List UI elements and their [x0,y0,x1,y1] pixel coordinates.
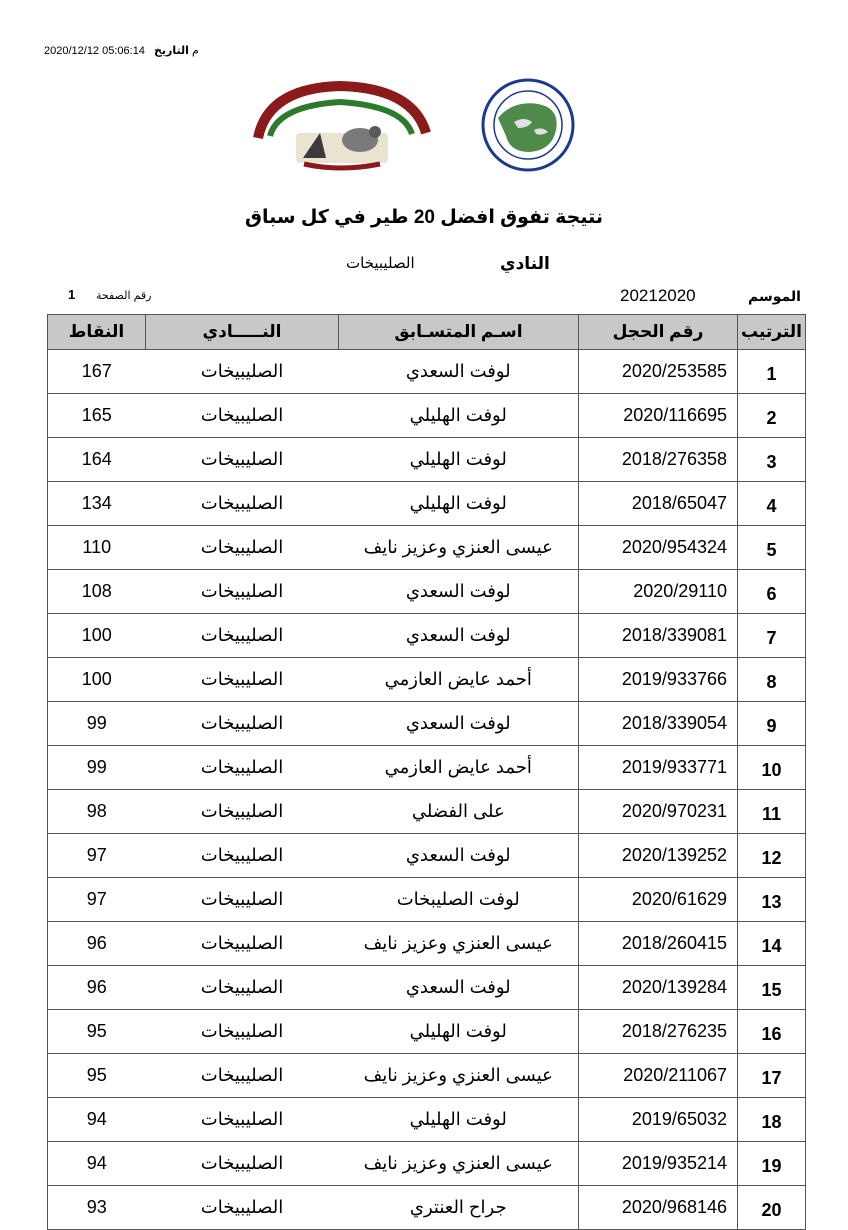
table-body [48,350,806,1230]
row-points: 110 [48,526,146,570]
table-row [48,350,806,394]
row-ring-number: 2018/65047 [579,482,738,526]
table-row [48,746,806,790]
season-label: الموسم [748,288,801,304]
row-points: 165 [48,394,146,438]
row-competitor-name: لوفت الهليلي [339,1098,579,1142]
row-competitor-name: لوفت الهليلي [339,1010,579,1054]
row-points: 95 [48,1010,146,1054]
row-club: الصليبيخات [146,350,339,394]
row-club: الصليبيخات [146,1098,339,1142]
row-rank: 8 [738,658,806,702]
page-number-label: رقم الصفحة [96,290,152,302]
row-club: الصليبيخات [146,482,339,526]
row-points: 93 [48,1186,146,1230]
row-rank: 18 [738,1098,806,1142]
row-competitor-name: لوفت السعدي [339,350,579,394]
row-ring-number: 2020/970231 [579,790,738,834]
row-competitor-name: على الفضلي [339,790,579,834]
table-row [48,834,806,878]
row-club: الصليبيخات [146,1142,339,1186]
row-points: 98 [48,790,146,834]
club-logo [248,78,368,168]
row-club: الصليبيخات [146,878,339,922]
row-competitor-name: لوفت الهليلي [339,438,579,482]
row-rank: 11 [738,790,806,834]
row-ring-number: 2019/933766 [579,658,738,702]
row-points: 95 [48,1054,146,1098]
row-club: الصليبيخات [146,790,339,834]
row-club: الصليبيخات [146,702,339,746]
column-header-ring: رقم الحجل [579,315,738,350]
row-rank: 3 [738,438,806,482]
row-ring-number: 2020/954324 [579,526,738,570]
row-ring-number: 2018/339081 [579,614,738,658]
row-ring-number: 2020/61629 [579,878,738,922]
row-competitor-name: لوفت السعدي [339,570,579,614]
row-points: 96 [48,922,146,966]
row-club: الصليبيخات [146,834,339,878]
row-ring-number: 2020/139284 [579,966,738,1010]
row-ring-number: 2018/339054 [579,702,738,746]
row-rank: 13 [738,878,806,922]
row-points: 97 [48,834,146,878]
row-points: 94 [48,1098,146,1142]
row-points: 108 [48,570,146,614]
row-rank: 1 [738,350,806,394]
row-club: الصليبيخات [146,746,339,790]
row-ring-number: 2020/253585 [579,350,738,394]
table-row [48,1142,806,1186]
print-date-value: 2020/12/12 05:06:14 م [44,45,199,57]
row-competitor-name: عيسى العنزي وعزيز نايف [339,1054,579,1098]
table-row [48,1186,806,1230]
row-rank: 20 [738,1186,806,1230]
row-competitor-name: لوفت الهليلي [339,394,579,438]
table-row [48,658,806,702]
row-points: 96 [48,966,146,1010]
season-value: 20212020 [620,286,696,305]
row-club: الصليبيخات [146,614,339,658]
table-row [48,438,806,482]
row-points: 99 [48,746,146,790]
row-competitor-name: أحمد عايض العازمي [339,746,579,790]
row-points: 134 [48,482,146,526]
row-rank: 5 [738,526,806,570]
table-row [48,1010,806,1054]
row-points: 97 [48,878,146,922]
row-points: 167 [48,350,146,394]
table-row [48,570,806,614]
table-row [48,482,806,526]
page-number-value: 1 [68,287,76,302]
print-date-line [44,44,199,57]
row-ring-number: 2019/65032 [579,1098,738,1142]
row-club: الصليبيخات [146,526,339,570]
row-competitor-name: عيسى العنزي وعزيز نايف [339,922,579,966]
table-row [48,790,806,834]
row-points: 94 [48,1142,146,1186]
row-rank: 14 [738,922,806,966]
table-row [48,966,806,1010]
federation-logo-graphic [468,78,588,173]
row-rank: 7 [738,614,806,658]
row-club: الصليبيخات [146,570,339,614]
row-competitor-name: لوفت السعدي [339,966,579,1010]
row-club: الصليبيخات [146,1010,339,1054]
row-rank: 15 [738,966,806,1010]
row-rank: 17 [738,1054,806,1098]
row-ring-number: 2019/933771 [579,746,738,790]
table-row [48,394,806,438]
row-competitor-name: لوفت السعدي [339,702,579,746]
row-competitor-name: لوفت الصليبخات [339,878,579,922]
row-club: الصليبيخات [146,966,339,1010]
row-club: الصليبيخات [146,1186,339,1230]
column-header-name: اسـم المتسـابق [339,315,579,350]
row-ring-number: 2018/276358 [579,438,738,482]
row-points: 164 [48,438,146,482]
row-rank: 6 [738,570,806,614]
table-row [48,1098,806,1142]
row-ring-number: 2020/211067 [579,1054,738,1098]
print-date-label: التاريخ [153,45,189,57]
row-club: الصليبيخات [146,438,339,482]
club-value: الصليبيخات [346,255,415,272]
row-rank: 4 [738,482,806,526]
row-rank: 16 [738,1010,806,1054]
row-points: 100 [48,614,146,658]
column-header-club: النـــــادي [146,315,339,350]
row-ring-number: 2020/139252 [579,834,738,878]
results-table [47,314,806,1230]
row-rank: 9 [738,702,806,746]
table-row [48,526,806,570]
table-row [48,614,806,658]
table-row [48,702,806,746]
row-ring-number: 2020/116695 [579,394,738,438]
row-competitor-name: لوفت الهليلي [339,482,579,526]
row-ring-number: 2018/260415 [579,922,738,966]
table-header-row [48,315,806,350]
row-club: الصليبيخات [146,658,339,702]
row-competitor-name: عيسى العنزي وعزيز نايف [339,1142,579,1186]
row-ring-number: 2019/935214 [579,1142,738,1186]
row-club: الصليبيخات [146,922,339,966]
row-rank: 19 [738,1142,806,1186]
row-competitor-name: لوفت السعدي [339,614,579,658]
row-points: 100 [48,658,146,702]
table-row [48,1054,806,1098]
row-rank: 10 [738,746,806,790]
row-ring-number: 2020/968146 [579,1186,738,1230]
row-ring-number: 2018/276235 [579,1010,738,1054]
row-rank: 2 [738,394,806,438]
row-club: الصليبيخات [146,1054,339,1098]
row-club: الصليبيخات [146,394,339,438]
table-row [48,878,806,922]
row-competitor-name: جراح العنتري [339,1186,579,1230]
row-competitor-name: لوفت السعدي [339,834,579,878]
row-points: 99 [48,702,146,746]
row-ring-number: 2020/29110 [579,570,738,614]
row-competitor-name: أحمد عايض العازمي [339,658,579,702]
page-title: نتيجة تفوق افضل 20 طير في كل سباق [244,207,603,228]
row-competitor-name: عيسى العنزي وعزيز نايف [339,526,579,570]
club-logo-graphic [248,78,433,173]
table-row [48,922,806,966]
column-header-points: النقاط [48,315,146,350]
federation-logo [468,78,588,168]
club-label: النادي [500,254,550,273]
row-rank: 12 [738,834,806,878]
column-header-rank: الترتيب [738,315,806,350]
